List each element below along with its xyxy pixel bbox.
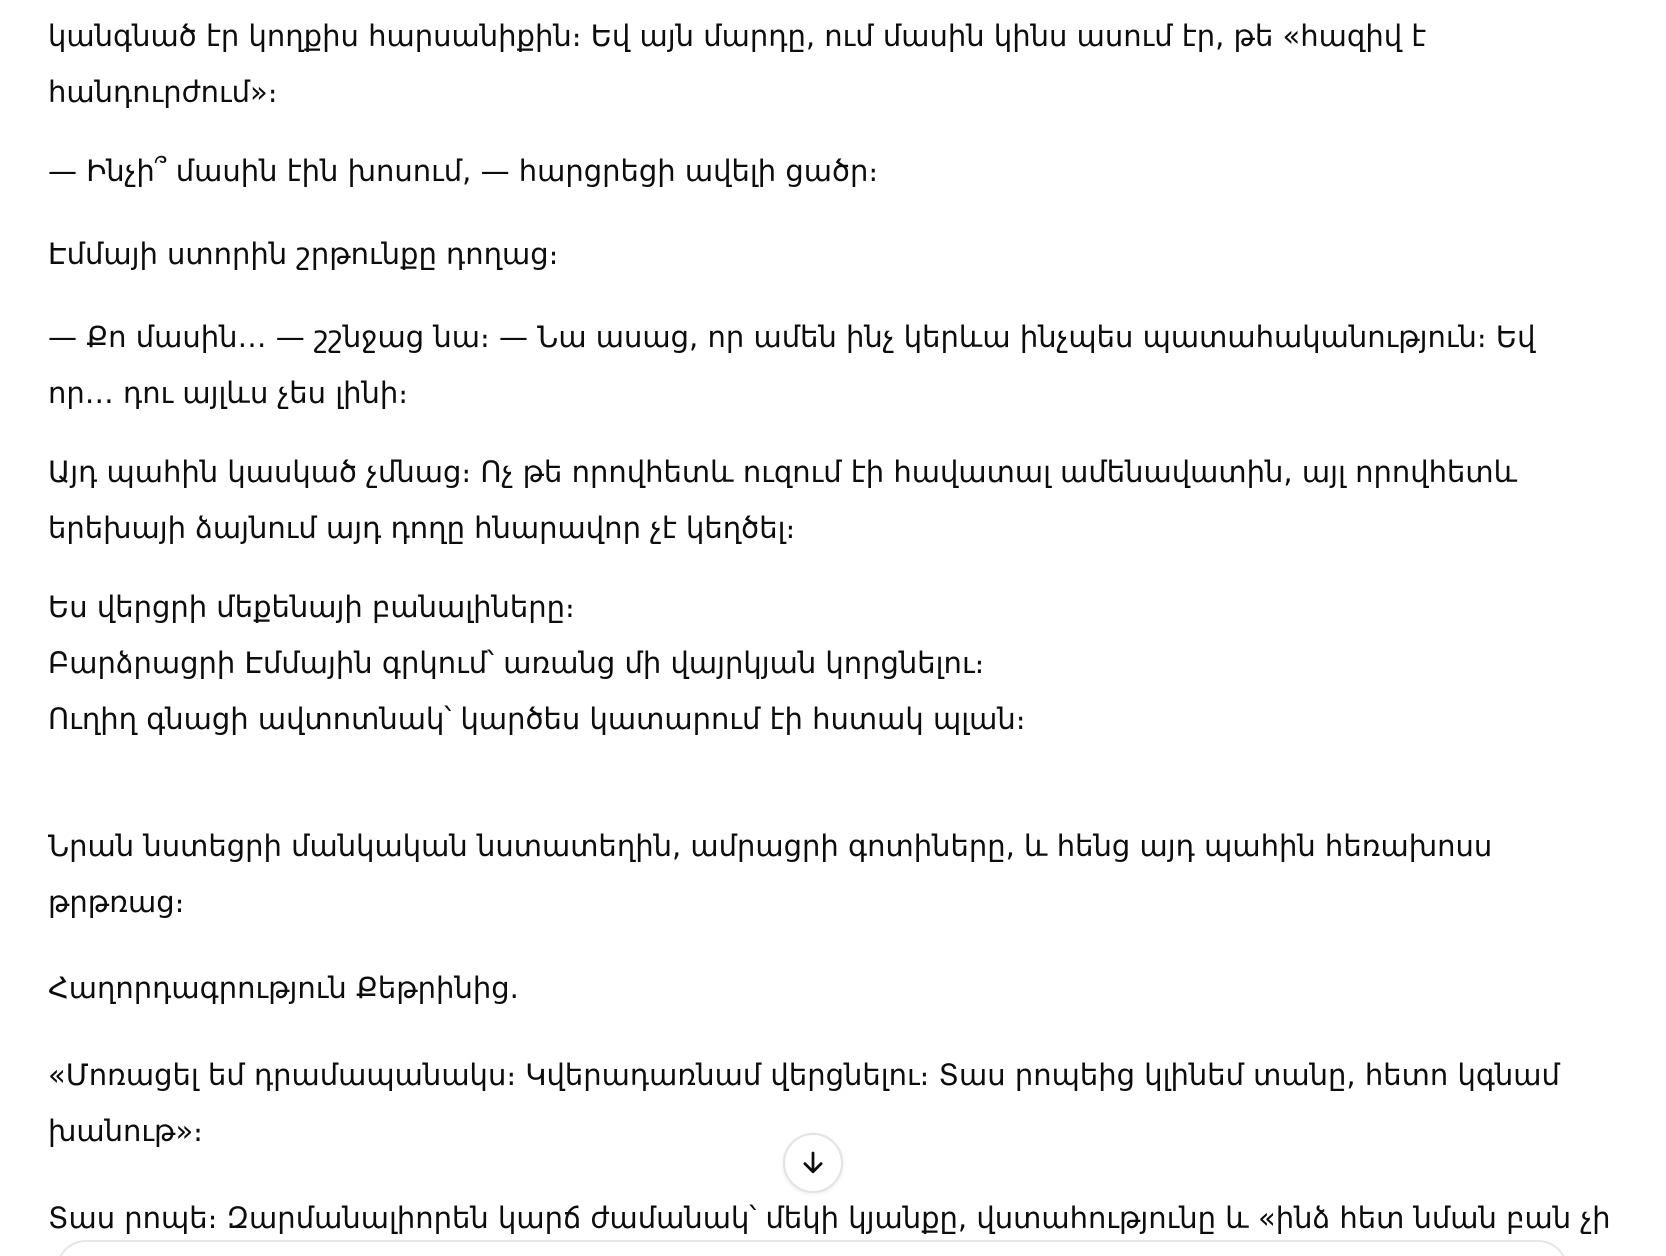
arrow-down-icon (798, 1148, 828, 1178)
message-paragraph: — Քո մասին… — շշնջաց նա։ — Նա ասաց, որ ամեն ինչ կերևա ինչպես պատահականություն։ Եվ որ… դու այլևս չես լինի։ (48, 320, 1536, 410)
message-line: Ուղիղ գնացի ավտոտնակ՝ կարծես կատարում էի հստակ պլան։ (48, 702, 1026, 736)
message-paragraph: — Ինչի՞ մասին էին խոսում, — հարցրեցի ավելի ցածր։ (48, 154, 879, 188)
message-paragraph: Էմմայի ստորին շրթունքը դողաց։ (48, 237, 559, 271)
scroll-to-bottom-button[interactable] (783, 1133, 843, 1193)
message-paragraph: կանգնած էր կողքիս հարսանիքին։ Եվ այն մարդը, ում մասին կինս ասում էր, թե «հազիվ է հանդուրժում»։ (48, 19, 1427, 109)
message-paragraph: Հաղորդագրություն Քեթրինից. (48, 971, 519, 1005)
message-line: Ես վերցրի մեքենայի բանալիները։ (48, 590, 575, 624)
message-composer[interactable] (56, 1240, 1568, 1256)
message-paragraph: «Մոռացել եմ դրամապանակս։ Կվերադառնամ վերցնելու։ Տաս րոպեից կլինեմ տանը, հետո կգնամ խանութ»։ (48, 1058, 1560, 1148)
message-paragraph: Տաս րոպե։ Զարմանալիորեն կարճ ժամանակ՝ մեկի կյանքը, վստահությունը և «ինձ հետ նման բան չի (48, 1201, 1611, 1235)
message-paragraph: Նրան նստեցրի մանկական նստատեղին, ամրացրի գոտիները, և հենց այդ պահին հեռախոսս թրթռաց։ (48, 829, 1493, 919)
message-paragraph: Այդ պահին կասկած չմնաց։ Ոչ թե որովհետև ուզում էի հավատալ ամենավատին, այլ որովհետև երեխայի ձայնում այդ դողը հնարավոր չէ կեղծել։ (48, 455, 1518, 545)
message-line: Բարձրացրի Էմմային գրկում՝ առանց մի վայրկյան կորցնելու։ (48, 646, 985, 680)
